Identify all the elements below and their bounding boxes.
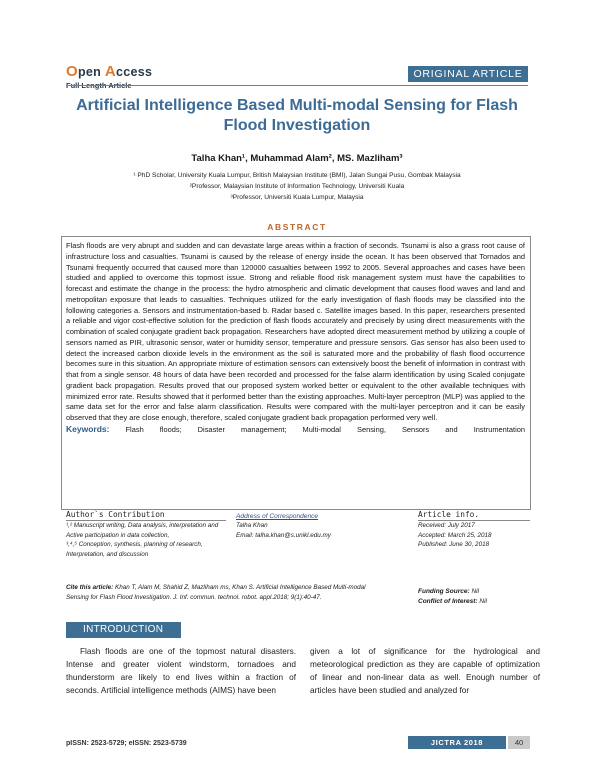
keywords-text: Flash floods; Disaster management; Multi-modal Sensing, Sensors and Instrumentation <box>125 424 525 434</box>
affiliation-3: ³Professor, Universiti Kuala Lumpur, Malaysia <box>230 194 364 201</box>
funding-source: Funding Source: Nil <box>418 588 480 595</box>
correspondence-heading: Address of Correspondence <box>236 513 319 520</box>
article-info-heading: Article info. <box>418 510 530 521</box>
author-contribution <box>66 510 226 559</box>
contribution-line-1: ¹,² Manuscript writing, Data analysis, interpretation and Active participation in data collection, <box>66 522 219 539</box>
citation <box>66 583 376 603</box>
author-list: Talha Khan¹, Muhammad Alam², MS. Mazliham³ <box>191 153 403 164</box>
article-info <box>418 510 530 550</box>
correspondence-email[interactable]: Email: talha.khan@s.unikl.edu.my <box>236 531 331 539</box>
keywords-line <box>66 424 525 436</box>
keywords-label: Keywords: <box>66 423 110 434</box>
introduction-heading: INTRODUCTION <box>66 622 181 638</box>
correspondence-name: Talha Khan <box>236 522 268 529</box>
affiliation-1: ¹ PhD Scholar, University Kuala Lumpur, British Malaysian Institute (BMI), Jalan Sungai Pusu, Gombak Malaysia <box>133 172 461 179</box>
received-date: Received: July 2017 <box>418 522 475 529</box>
abstract-heading: ABSTRACT <box>267 222 327 232</box>
intro-column-right: given a lot of significance for the hydrological and meteorological prediction as they are capable of optimization of linear and non-linear data as well. Enough number of articles have been studied and analyzed for <box>310 647 540 696</box>
abstract-box <box>61 236 531 510</box>
affiliation-2: ²Professor, Malaysian Institute of Information Technology, Universiti Kuala <box>189 183 405 190</box>
issn-footer: pISSN: 2523-5729; eISSN: 2523-5739 <box>66 740 187 747</box>
contribution-line-2: ³,⁴,⁵ Conception, synthesis, planning of research, Interpretation, and discussion <box>66 541 203 558</box>
original-article-badge: ORIGINAL ARTICLE <box>408 66 528 82</box>
paper-title: Artificial Intelligence Based Multi-modal Sensing for Flash Flood Investigation <box>76 97 518 134</box>
journal-footer-badge: JICTRA 2018 <box>408 736 506 749</box>
funding-info <box>418 587 487 606</box>
accepted-date: Accepted: March 25, 2018 <box>418 531 492 539</box>
conflict-of-interest: Conflict of Interest: Nil <box>418 597 487 605</box>
abstract-text: Flash floods are very abrupt and sudden and can devastate large areas within a fraction of seconds. Tsunami is also a grass root cause of infrastructure loss and casualties. Tsunami is caused by the release of energy inside the ocean. It has been observed that Tornados and Tsunami frequently occurred that caused more than 120000 casualties between 1992 to 2005. Several approaches and cases have been studied and applied to overcome this topmost issue. Strong and reliable flood risk management system must have the capabilities to forecast and estimate the change in the process: the hydro atmospheric and climatic development that causes flood waves and land and metropolitan exposure that leads to casualties. Techniques utilized for the early investigation of flash floods may be classified into the following categories a. Sensors and instrumentation-based b. Radar based c. Satellite images based. In this paper, researchers presented a reliable and vigor cost-effective solution for the prediction of flash floods accurately and precisely by using direct measurements with the combination of scaled conjugate gradient back propagation. Researchers have adopted direct measurement method by utilizing a couple of sensors named as PIR, ultrasonic sensor, water or humidity sensor, temperature and pressure sensors. Gas sensor has also been used to detect the increased carbon dioxide levels in the environment as the soil is saturated more and the probability of flash flood occurrence becomes sure in this situation. An appropriate mixture of estimation sensors can extensively boost the benefit of information in contrast with that from a single sensor. 48 hours of data have been recorded and processed for the false alarm identification by using Scaled conjugate gradient back propagation. Results proved that our proposed system worked better or equivalent to the other available techniques with minimized error rate. Results showed that it performed better than the existing approaches. Multi-layer perceptron (MLP) was applied to the same data set for the error and false alarm classification. Results were compared with the multi-layer perceptron and it can be easily observed that they are close enough, therefore, scaled conjugate gradient back propagation performed very well. <box>66 241 525 422</box>
contribution-heading: Author`s Contribution <box>66 510 226 521</box>
citation-label: Cite this article: <box>66 584 114 591</box>
intro-column-left: Flash floods are one of the topmost natural disasters. Intense and greater violent windstorm, tornadoes and thunderstorm are likely to end lives within a fraction of seconds. Artificial intelligence methods (AIMS) have been <box>66 647 296 696</box>
correspondence <box>236 513 406 540</box>
open-access-label: Open Access <box>66 63 153 80</box>
header-divider <box>66 85 528 86</box>
published-date: Published: June 30, 2018 <box>418 541 490 548</box>
page-number: 40 <box>508 736 530 749</box>
article-type-label: Full Length Article <box>66 81 132 90</box>
citation-text: Khan T, Alam M, Shahid Z, Mazliham ms, Khan S. Artificial Intelligence Based Multi-modal Sensing for Flash Flood Investigation. J. Inf. commun. technol. robot. appl.2018; 9(1):40-47. <box>66 584 366 601</box>
